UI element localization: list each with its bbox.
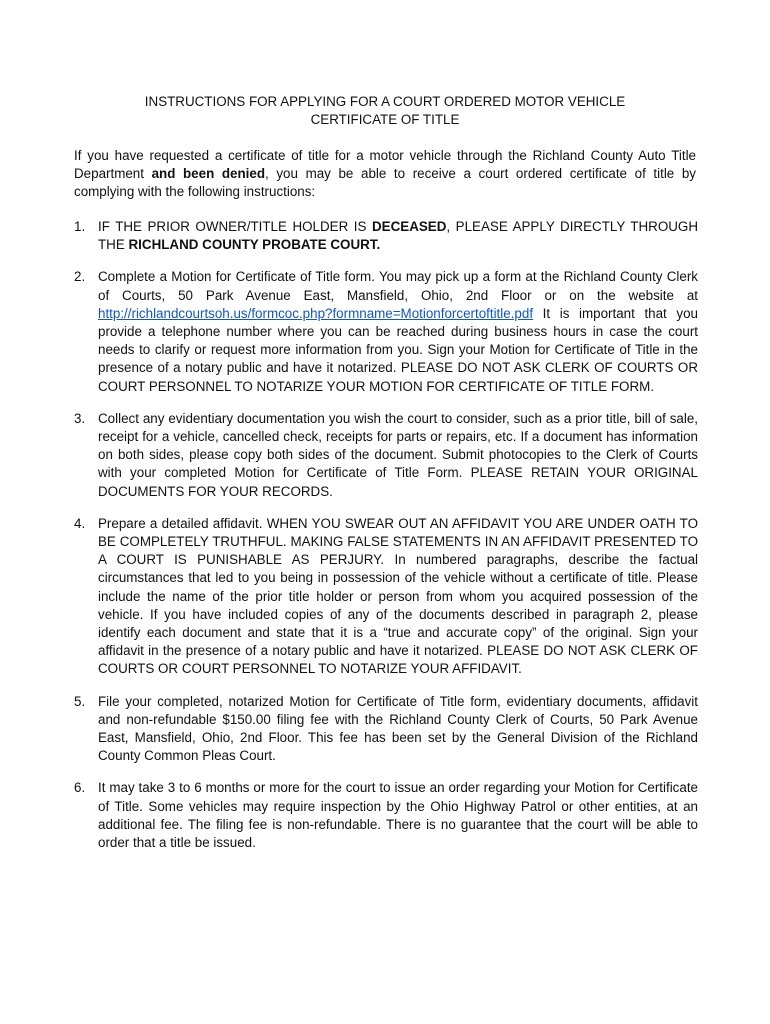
title-line-1: INSTRUCTIONS FOR APPLYING FOR A COURT ORDERED MOTOR VEHICLE (144, 94, 626, 109)
motion-form-link[interactable]: http://richlandcourtsoh.us/formcoc.php?formname=Motionforcertoftitle.pdf (98, 305, 534, 321)
list-item-6 (74, 779, 698, 852)
intro-bold-text: and been denied (151, 166, 266, 182)
item-text (98, 218, 698, 254)
item-number: 4. (74, 515, 86, 531)
item-text: Collect any evidentiary documentation you wish the court to consider, such as a prior title, bill of sale, receipt for a vehicle, cancelled check, receipts for parts or repairs, etc. If a document has information on both sides, please copy both sides of the document. Submit photocopies to the Clerk of Courts with your completed Motion for Certificate of Title Form. PLEASE RETAIN YOUR ORIGINAL DOCUMENTS FOR YOUR RECORDS. (98, 410, 698, 499)
intro-paragraph (74, 147, 696, 202)
intro-text-2: , you may be able to receive a court ordered certificate of title by complying with the following instructions: (74, 166, 696, 200)
list-item-3 (74, 410, 698, 501)
item-number: 5. (74, 693, 86, 709)
item-2-text-2: It is important that you provide a telephone number where you can be reached during business hours in case the court needs to clarify or request more information from you. Sign your Motion for Certificate of Title in the presence of a notary public and have it notarized. PLEASE DO NOT ASK CLERK OF COURTS OR COURT PERSONNEL TO NOTARIZE YOUR MOTION FOR CERTIFICATE OF TITLE FORM. (98, 305, 698, 394)
deceased-bold-text: DECEASED (372, 219, 447, 234)
item-1-text-2: , PLEASE APPLY DIRECTLY THROUGH THE (98, 219, 698, 253)
item-text (98, 268, 698, 395)
item-number: 6. (74, 780, 86, 796)
list-item-4 (74, 515, 698, 679)
probate-court-bold-text: RICHLAND COUNTY PROBATE COURT. (128, 237, 381, 253)
list-item-1 (74, 218, 698, 254)
instructions-list (74, 218, 698, 852)
page-title (74, 93, 696, 129)
list-item-2 (74, 268, 698, 395)
item-2-text-1: Complete a Motion for Certificate of Title form. You may pick up a form at the Richland County Clerk of Courts, 50 Park Avenue East, Mansfield, Ohio, 2nd Floor or on the website at (98, 269, 698, 303)
item-1-text-1: IF THE PRIOR OWNER/TITLE HOLDER IS (98, 219, 372, 234)
item-number: 2. (74, 269, 86, 285)
item-number: 3. (74, 410, 86, 426)
item-text: File your completed, notarized Motion for Certificate of Title form, evidentiary documents, affidavit and non-refundable $150.00 filing fee with the Richland County Clerk of Courts, 50 Park Avenue East, Mansfield, Ohio, 2nd Floor. This fee has been set by the General Division of the Richland County Common Pleas Court. (98, 693, 698, 764)
item-text: It may take 3 to 6 months or more for the court to issue an order regarding your Motion for Certificate of Title. Some vehicles may require inspection by the Ohio Highway Patrol or other entities, at an additional fee. The filing fee is non-refundable. There is no guarantee that the court will be able to order that a title be issued. (98, 780, 698, 851)
item-text: Prepare a detailed affidavit. WHEN YOU SWEAR OUT AN AFFIDAVIT YOU ARE UNDER OATH TO BE COMPLETELY TRUTHFUL. MAKING FALSE STATEMENTS IN AN AFFIDAVIT PRESENTED TO A COURT IS PUNISHABLE AS PERJURY. In numbered paragraphs, describe the factual circumstances that led to you being in possession of the vehicle without a certificate of title. Please include the name of the prior title holder or person from whom you acquired possession of the vehicle. If you have included copies of any of the documents described in paragraph 2, please identify each document and state that it is a “true and accurate copy” of the original. Sign your affidavit in the presence of a notary public and have it notarized. PLEASE DO NOT ASK CLERK OF COURTS OR COURT PERSONNEL TO NOTARIZE YOUR AFFIDAVIT. (98, 515, 698, 677)
item-number: 1. (74, 219, 86, 234)
list-item-5 (74, 693, 698, 766)
title-line-2: CERTIFICATE OF TITLE (310, 112, 460, 127)
intro-text-1: If you have requested a certificate of title for a motor vehicle through the Richland County Auto Title Department (74, 148, 696, 182)
